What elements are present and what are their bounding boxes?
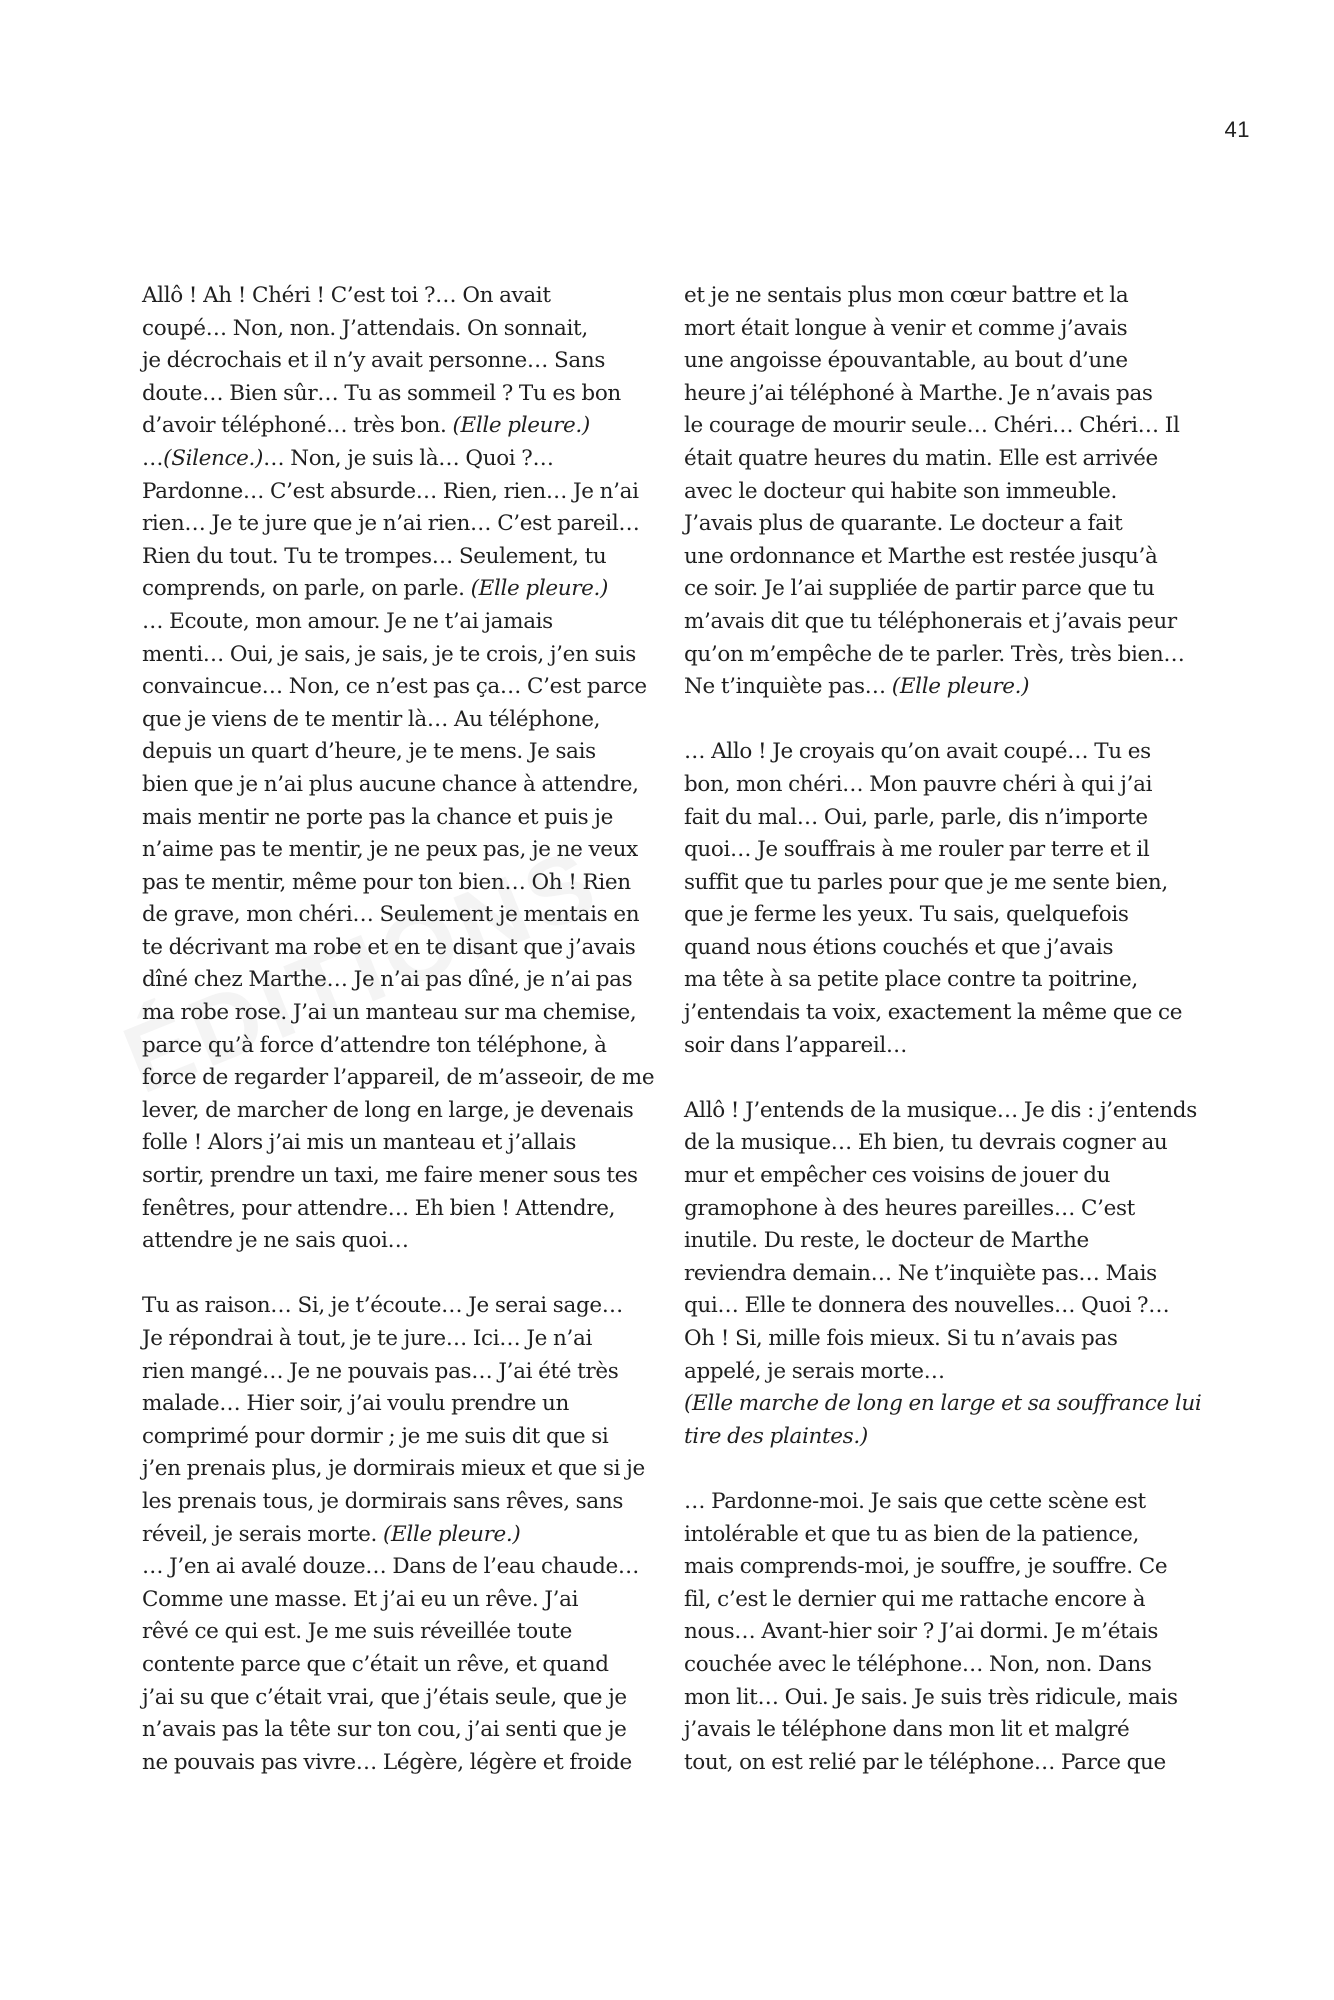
text-line: était quatre heures du matin. Elle est arrivée	[684, 445, 1158, 471]
text-line: mais comprends-moi, je souffre, je souffre. Ce	[684, 1554, 1168, 1580]
text-line: malade… Hier soir, j’ai voulu prendre un	[142, 1391, 570, 1417]
text-line: quoi… Je souffrais à me rouler par terre et il	[684, 837, 1150, 863]
paragraph	[684, 736, 1204, 1062]
text-line: de la musique… Eh bien, tu devrais cogner au	[684, 1130, 1168, 1156]
text-line: que je viens de te mentir là… Au téléphone,	[142, 706, 601, 732]
text-line: Tu as raison… Si, je t’écoute… Je serai sage…	[142, 1293, 623, 1319]
text-line: force de regarder l’appareil, de m’asseoir, de me	[142, 1065, 655, 1091]
text-line: fenêtres, pour attendre… Eh bien ! Attendre,	[142, 1195, 616, 1221]
text-line: ce soir. Je l’ai suppliée de partir parce que tu	[684, 576, 1155, 602]
text-line: nous… Avant-hier soir ? J’ai dormi. Je m’étais	[684, 1619, 1159, 1645]
text-line	[684, 1421, 1204, 1454]
text-line: fait du mal… Oui, parle, parle, dis n’importe	[684, 804, 1148, 830]
text-line: j’en prenais plus, je dormirais mieux et que si je	[142, 1456, 645, 1482]
text-line: ma robe rose. J’ai un manteau sur ma chemise,	[142, 1000, 637, 1026]
text-line: quand nous étions couchés et que j’avais	[684, 934, 1114, 960]
text-line: Je répondrai à tout, je te jure… Ici… Je n’ai	[142, 1326, 593, 1351]
text-line: bien que je n’ai plus aucune chance à attendre,	[142, 771, 639, 797]
text-line: bon, mon chéri… Mon pauvre chéri à qui j’ai	[684, 771, 1153, 797]
text-line: heure j’ai téléphoné à Marthe. Je n’avais pas	[684, 380, 1153, 406]
text-line: les prenais tous, je dormirais sans rêves, sans	[142, 1488, 624, 1514]
text-line: Comme une masse. Et j’ai eu un rêve. J’ai	[142, 1586, 579, 1612]
text-line: couchée avec le téléphone… Non, non. Dans	[684, 1651, 1152, 1677]
text-line: qui… Elle te donnera des nouvelles… Quoi ?…	[684, 1293, 1170, 1319]
text-line: doute… Bien sûr… Tu as sommeil ? Tu es bon	[142, 380, 621, 406]
text-line: comprimé pour dormir ; je me suis dit que si	[142, 1423, 609, 1449]
text-line: une angoisse épouvantable, au bout d’une	[684, 348, 1128, 374]
paragraph	[684, 1486, 1204, 1779]
text-line: une ordonnance et Marthe est restée jusqu’à	[684, 543, 1158, 569]
text-line: attendre je ne sais quoi…	[142, 1228, 409, 1254]
text-line: et je ne sentais plus mon cœur battre et la	[684, 283, 1129, 308]
paragraph	[684, 280, 1204, 704]
right-text-column	[684, 280, 1204, 1812]
text-line: …(Silence.)… Non, je suis là… Quoi ?…	[142, 445, 554, 471]
text-line: contente parce que c’était un rêve, et quand	[142, 1651, 609, 1677]
stage-direction: (Elle pleure.)	[383, 1521, 521, 1547]
text-line: mur et empêcher ces voisins de jouer du	[684, 1163, 1111, 1189]
stage-direction: tire des plaintes.)	[684, 1423, 868, 1449]
text-line: depuis un quart d’heure, je te mens. Je sais	[142, 739, 596, 765]
text-line: ne pouvais pas vivre… Légère, légère et froide	[142, 1749, 632, 1775]
text-line: Ne t’inquiète pas… (Elle pleure.)	[684, 674, 1030, 700]
text-line: j’avais le téléphone dans mon lit et malgré	[684, 1717, 1130, 1743]
text-line: menti… Oui, je sais, je sais, je te crois, j’en suis	[142, 641, 636, 667]
text-line: mais mentir ne porte pas la chance et puis je	[142, 804, 613, 830]
paragraph	[142, 1290, 657, 1779]
text-line: parce qu’à force d’attendre ton téléphone, à	[142, 1032, 607, 1058]
text-line: n’avais pas la tête sur ton cou, j’ai senti que je	[142, 1717, 627, 1743]
text-line: rien… Je te jure que je n’ai rien… C’est pareil…	[142, 511, 640, 537]
text-line: gramophone à des heures pareilles… C’est	[684, 1195, 1135, 1221]
text-line: inutile. Du reste, le docteur de Marthe	[684, 1228, 1089, 1254]
stage-direction: (Elle pleure.)	[470, 576, 609, 602]
text-line: tout, on est relié par le téléphone… Parce que	[684, 1749, 1166, 1775]
text-line: mon lit… Oui. Je sais. Je suis très ridicule, mais	[684, 1684, 1178, 1710]
text-line: te décrivant ma robe et en te disant que j’avais	[142, 934, 636, 960]
text-line: folle ! Alors j’ai mis un manteau et j’allais	[142, 1130, 577, 1156]
page-number: 41	[1224, 117, 1250, 142]
text-line: coupé… Non, non. J’attendais. On sonnait,	[142, 315, 588, 341]
text-line: avec le docteur qui habite son immeuble.	[684, 478, 1117, 504]
text-line: … Pardonne-moi. Je sais que cette scène est	[684, 1488, 1146, 1514]
text-line: réveil, je serais morte. (Elle pleure.)	[142, 1521, 521, 1547]
text-line: Allô ! J’entends de la musique… Je dis : j’entends	[684, 1097, 1197, 1123]
text-line: reviendra demain… Ne t’inquiète pas… Mais	[684, 1260, 1157, 1286]
text-line: … Allo ! Je croyais qu’on avait coupé… Tu es	[684, 739, 1151, 765]
text-line: lever, de marcher de long en large, je devenais	[142, 1097, 634, 1123]
text-line: Rien du tout. Tu te trompes… Seulement, tu	[142, 543, 607, 569]
paragraph	[142, 280, 657, 1258]
text-line: rêvé ce qui est. Je me suis réveillée toute	[142, 1619, 572, 1645]
text-line: Oh ! Si, mille fois mieux. Si tu n’avais pas	[684, 1326, 1118, 1351]
text-line: sortir, prendre un taxi, me faire mener sous tes	[142, 1163, 638, 1189]
text-line: je décrochais et il n’y avait personne… Sans	[142, 348, 606, 374]
text-line: Pardonne… C’est absurde… Rien, rien… Je n’ai	[142, 478, 639, 504]
text-line: suffit que tu parles pour que je me sente bien,	[684, 869, 1168, 895]
stage-direction: (Elle marche de long en large et sa souffrance lui	[684, 1391, 1202, 1417]
text-line: J’avais plus de quarante. Le docteur a fait	[684, 511, 1123, 537]
text-line: fil, c’est le dernier qui me rattache encore à	[684, 1586, 1146, 1612]
text-line: convaincue… Non, ce n’est pas ça… C’est parce	[142, 674, 647, 700]
text-line: comprends, on parle, on parle. (Elle pleure.)	[142, 576, 609, 602]
left-text-column	[142, 280, 657, 1812]
text-line: de grave, mon chéri… Seulement je mentais en	[142, 902, 640, 928]
text-line: n’aime pas te mentir, je ne peux pas, je ne veux	[142, 837, 638, 863]
text-line: ma tête à sa petite place contre ta poitrine,	[684, 967, 1138, 993]
text-line: mort était longue à venir et comme j’avais	[684, 315, 1128, 341]
text-line: appelé, je serais morte…	[684, 1358, 945, 1384]
text-line: j’ai su que c’était vrai, que j’étais seule, que je	[142, 1684, 627, 1710]
text-line: que je ferme les yeux. Tu sais, quelquefois	[684, 902, 1129, 928]
text-line: m’avais dit que tu téléphonerais et j’avais peur	[684, 608, 1177, 634]
text-line: dîné chez Marthe… Je n’ai pas dîné, je n’ai pas	[142, 967, 633, 993]
text-line: soir dans l’appareil…	[684, 1032, 908, 1058]
text-line: pas te mentir, même pour ton bien… Oh ! Rien	[142, 869, 631, 895]
text-line: le courage de mourir seule… Chéri… Chéri… Il	[684, 413, 1180, 439]
text-line: d’avoir téléphoné… très bon. (Elle pleure.)	[142, 413, 590, 439]
text-line: qu’on m’empêche de te parler. Très, très bien…	[684, 641, 1185, 667]
text-line	[684, 1388, 1204, 1421]
text-line: intolérable et que tu as bien de la patience,	[684, 1521, 1139, 1547]
stage-direction: (Silence.)	[163, 445, 264, 471]
paragraph	[684, 1095, 1204, 1454]
text-line: rien mangé… Je ne pouvais pas… J’ai été très	[142, 1358, 619, 1384]
text-line: j’entendais ta voix, exactement la même que ce	[684, 1000, 1183, 1026]
stage-direction: (Elle pleure.)	[452, 413, 590, 439]
stage-direction: (Elle pleure.)	[891, 674, 1030, 700]
text-line: … Ecoute, mon amour. Je ne t’ai jamais	[142, 608, 553, 634]
text-line: … J’en ai avalé douze… Dans de l’eau chaude…	[142, 1554, 640, 1580]
text-line: Allô ! Ah ! Chéri ! C’est toi ?… On avait	[142, 283, 551, 308]
